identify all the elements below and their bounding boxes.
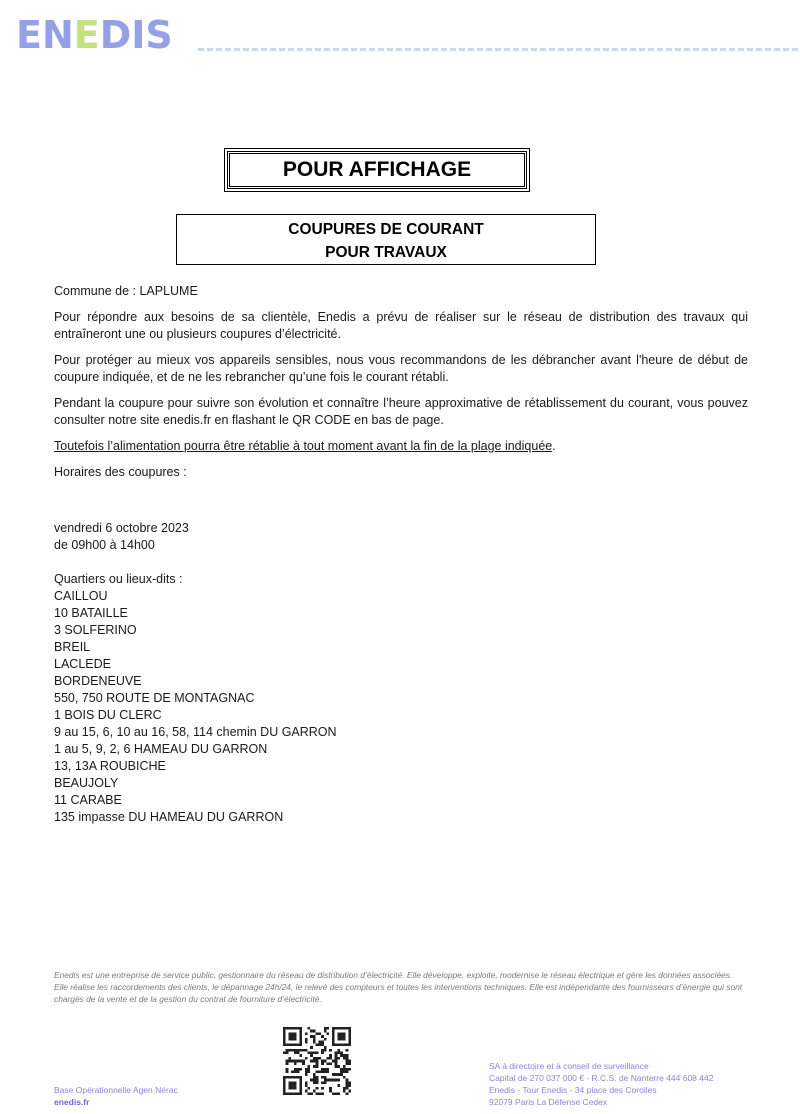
footer-company-info xyxy=(489,1060,713,1108)
qr-code[interactable] xyxy=(283,1027,351,1095)
warning-text: Toutefois l’alimentation pourra être rétablie à tout moment avant la fin de la plage indiquée xyxy=(54,439,553,453)
places-label: Quartiers ou lieux-dits : xyxy=(54,572,183,586)
header-dashed-line xyxy=(198,48,798,51)
company-line: SA à directoire et à conseil de surveillance xyxy=(489,1061,649,1071)
list-item: 10 BATAILLE xyxy=(54,606,128,620)
list-item: BREIL xyxy=(54,640,91,654)
paragraph-intro: Pour répondre aux besoins de sa clientèle, Enedis a prévu de réaliser sur le réseau de distribution des travaux qui entraîneront une ou plusieurs coupures d’électricité. xyxy=(54,310,748,341)
list-item: 13, 13A ROUBICHE xyxy=(54,759,166,773)
outage-date: vendredi 6 octobre 2023 xyxy=(54,521,189,535)
company-line: 92079 Paris La Défense Cedex xyxy=(489,1097,608,1107)
website-link[interactable]: enedis.fr xyxy=(54,1097,90,1107)
subtitle-box xyxy=(176,214,596,265)
enedis-logo-text: ENEDIS xyxy=(16,14,173,54)
notice-title: POUR AFFICHAGE xyxy=(227,151,527,189)
company-line: Capital de 270 037 000 € - R.C.S. de Nanterre 444 608 442 xyxy=(489,1073,714,1083)
list-item: BORDENEUVE xyxy=(54,674,142,688)
company-line: Enedis - Tour Enedis - 34 place des Corolles xyxy=(489,1085,657,1095)
list-item: 135 impasse DU HAMEAU DU GARRON xyxy=(54,810,284,824)
list-item: 11 CARABE xyxy=(54,793,122,807)
warning xyxy=(54,438,748,455)
agency-name: Base Opérationnelle Agen Nérac xyxy=(54,1085,178,1095)
list-item: 550, 750 ROUTE DE MONTAGNAC xyxy=(54,691,255,705)
paragraph-qr: Pendant la coupure pour suivre son évolution et connaître l’heure approximative de rétablissement du courant, vous pouvez consulter notre site enedis.fr en flashant le QR CODE en bas de page. xyxy=(54,396,748,427)
commune: Commune de : LAPLUME xyxy=(54,284,198,298)
subtitle-line-1: COUPURES DE COURANT xyxy=(288,221,484,238)
subtitle-line-2: POUR TRAVAUX xyxy=(325,244,447,261)
list-item: 9 au 15, 6, 10 au 16, 58, 114 chemin DU GARRON xyxy=(54,725,337,739)
list-item: 1 au 5, 9, 2, 6 HAMEAU DU GARRON xyxy=(54,742,268,756)
warning-end: . xyxy=(552,439,556,453)
list-item: 1 BOIS DU CLERC xyxy=(54,708,162,722)
outage-hours: de 09h00 à 14h00 xyxy=(54,538,155,552)
footer-left xyxy=(54,1084,178,1108)
list-item: LACLEDE xyxy=(54,657,111,671)
paragraph-advice: Pour protéger au mieux vos appareils sensibles, nous vous recommandons de les débrancher avant l'heure de début de coupure indiquée, et de ne les rebrancher qu’une fois le courant rétabli. xyxy=(54,353,748,384)
enedis-logo xyxy=(16,14,192,54)
footer-legal-note: Enedis est une entreprise de service public, gestionnaire du réseau de distribution d’électricité. Elle développe, exploite, modernise le réseau électrique et gère les données associées. Elle réalise les raccordements des clients, le dépannage 24h/24, le relevé des compteurs et toutes les interventions techniques. Elle est indépendante des fournisseurs d’énergie qui sont chargés de la vente et de la gestion du contrat de fourniture d’électricité. xyxy=(54,970,743,1004)
schedule-label: Horaires des coupures : xyxy=(54,465,187,479)
list-item: BEAUJOLY xyxy=(54,776,119,790)
notice-body xyxy=(54,283,748,826)
list-item: 3 SOLFERINO xyxy=(54,623,137,637)
list-item: CAILLOU xyxy=(54,589,108,603)
